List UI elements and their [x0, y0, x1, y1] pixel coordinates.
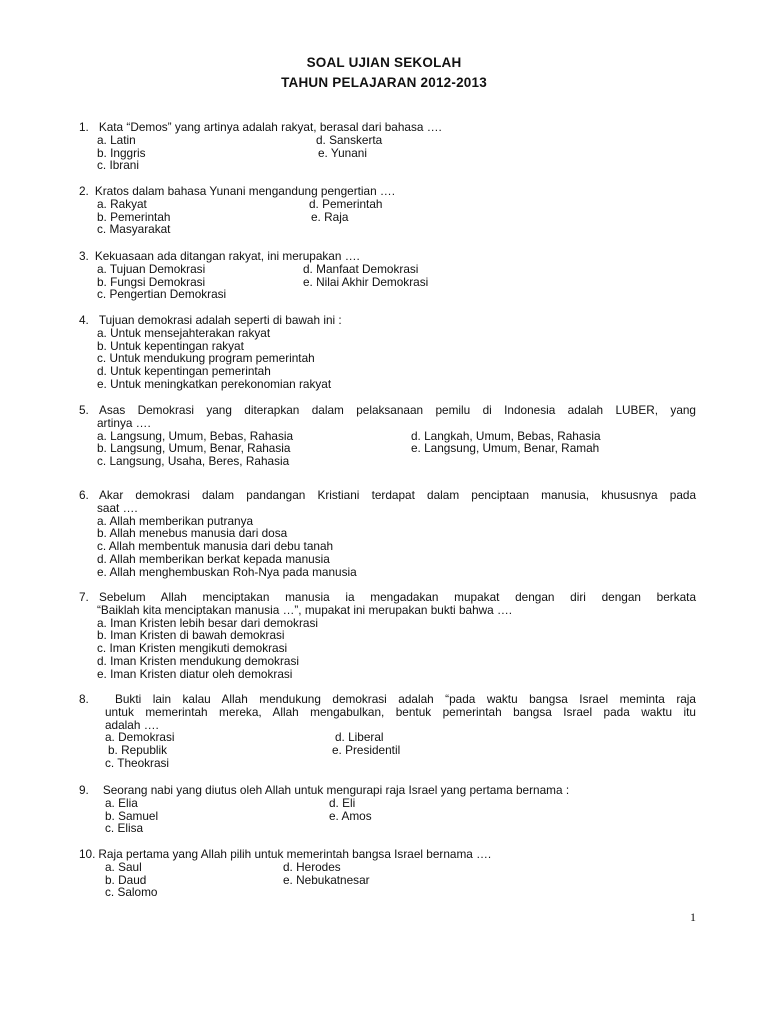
option-b: b. Daud: [105, 872, 147, 887]
option-c: c. Allah membentuk manusia dari debu tanah: [97, 539, 334, 554]
option-d: d. Eli: [329, 795, 356, 810]
option-d: d. Pemerintah: [309, 196, 383, 211]
option-d: d. Allah memberikan berkat kepada manusia: [97, 551, 330, 566]
question-number: 6.: [79, 488, 89, 502]
option-c: c. Iman Kristen mengikuti demokrasi: [97, 641, 288, 656]
option-d: d. Langkah, Umum, Bebas, Rahasia: [411, 428, 601, 443]
option-a: a. Latin: [97, 132, 136, 147]
question-10: [79, 848, 699, 899]
question-number: 1.: [79, 120, 89, 134]
question-text: Tujuan demokrasi adalah seperti di bawah ini :: [98, 313, 342, 327]
question-text: Seorang nabi yang diutus oleh Allah untuk mengurapi raja Israel yang pertama bernama :: [102, 783, 570, 797]
question-text: Akar demokrasi dalam pandangan Kristiani terdapat dalam penciptaan manusia, khususnya pada: [99, 488, 696, 502]
option-a: a. Allah memberikan putranya: [97, 513, 254, 528]
option-b: b. Iman Kristen di bawah demokrasi: [97, 628, 285, 643]
option-e: e. Nilai Akhir Demokrasi: [303, 274, 429, 289]
question-8: [79, 693, 696, 770]
option-d: d. Liberal: [335, 730, 384, 745]
question-text-continued: saat ….: [97, 500, 138, 515]
question-number: 3.: [79, 249, 89, 263]
option-c: c. Ibrani: [97, 158, 139, 173]
option-e: e. Allah menghembuskan Roh-Nya pada manusia: [97, 564, 357, 579]
question-text: Kata “Demos” yang artinya adalah rakyat, berasal dari bahasa ….: [98, 120, 442, 134]
option-b: b. Inggris: [97, 145, 146, 160]
option-a: a. Demokrasi: [105, 730, 175, 745]
option-d: d. Manfaat Demokrasi: [303, 261, 419, 276]
option-e: e. Yunani: [318, 145, 367, 160]
option-a: a. Iman Kristen lebih besar dari demokrasi: [97, 615, 318, 630]
question-number: 2.: [79, 184, 89, 198]
option-c: c. Elisa: [105, 821, 144, 836]
question-2: [79, 185, 699, 236]
question-text: Bukti lain kalau Allah mendukung demokrasi adalah “pada waktu bangsa Israel meminta raja: [115, 692, 696, 706]
question-text-continued: artinya ….: [97, 415, 151, 430]
option-c: c. Theokrasi: [105, 755, 170, 770]
question-9: [79, 784, 699, 835]
question-text: Raja pertama yang Allah pilih untuk memerintah bangsa Israel bernama ….: [98, 847, 492, 861]
question-number: 7.: [79, 590, 89, 604]
question-text-continued: untuk memerintah mereka, Allah mengabulkan, bentuk pemerintah bangsa Israel pada waktu itu: [105, 704, 696, 719]
question-5: [79, 404, 696, 468]
option-b: b. Langsung, Umum, Benar, Rahasia: [97, 441, 291, 456]
option-e: e. Iman Kristen diatur oleh demokrasi: [97, 666, 293, 681]
option-a: a. Untuk mensejahterakan rakyat: [97, 325, 271, 340]
question-number: 4.: [79, 313, 89, 327]
exam-subtitle: TAHUN PELAJARAN 2012-2013: [281, 75, 487, 90]
option-c: c. Untuk mendukung program pemerintah: [97, 351, 315, 366]
option-e: e. Langsung, Umum, Benar, Ramah: [411, 441, 600, 456]
question-text: Asas Demokrasi yang diterapkan dalam pelaksanaan pemilu di Indonesia adalah LUBER, yang: [99, 403, 696, 417]
question-number: 10.: [79, 847, 96, 861]
option-a: a. Rakyat: [97, 196, 147, 211]
option-e: e. Nebukatnesar: [283, 872, 370, 887]
option-d: d. Iman Kristen mendukung demokrasi: [97, 653, 299, 668]
option-c: c. Langsung, Usaha, Beres, Rahasia: [97, 454, 290, 469]
option-e: e. Raja: [311, 209, 349, 224]
question-number: 8.: [79, 692, 89, 706]
question-6: [79, 489, 696, 579]
option-d: d. Herodes: [283, 859, 341, 874]
question-7: [79, 591, 696, 681]
option-e: e. Presidentil: [332, 743, 401, 758]
option-a: a. Saul: [105, 859, 142, 874]
option-b: b. Allah menebus manusia dari dosa: [97, 526, 288, 541]
question-number: 9.: [79, 783, 89, 797]
option-b: b. Republik: [108, 743, 168, 758]
question-text: Kekuasaan ada ditangan rakyat, ini merupakan ….: [94, 249, 360, 263]
question-4: [79, 314, 699, 391]
option-d: d. Untuk kepentingan pemerintah: [97, 364, 271, 379]
option-b: b. Pemerintah: [97, 209, 171, 224]
option-d: d. Sanskerta: [316, 132, 383, 147]
question-3: [79, 250, 699, 301]
question-text: Kratos dalam bahasa Yunani mengandung pengertian ….: [94, 184, 396, 198]
question-1: [79, 121, 699, 172]
exam-title: SOAL UJIAN SEKOLAH: [306, 55, 462, 70]
option-c: c. Salomo: [105, 885, 158, 900]
option-a: a. Langsung, Umum, Bebas, Rahasia: [97, 428, 294, 443]
option-e: e. Amos: [329, 808, 372, 823]
question-text-continued: adalah ….: [105, 717, 159, 732]
option-b: b. Fungsi Demokrasi: [97, 274, 206, 289]
option-e: e. Untuk meningkatkan perekonomian rakyat: [97, 376, 332, 391]
option-c: c. Pengertian Demokrasi: [97, 287, 227, 302]
option-b: b. Untuk kepentingan rakyat: [97, 338, 244, 353]
question-text-continued: “Baiklah kita menciptakan manusia …”, mupakat ini merupakan bukti bahwa ….: [97, 602, 513, 617]
option-c: c. Masyarakat: [97, 222, 171, 237]
question-number: 5.: [79, 403, 89, 417]
option-b: b. Samuel: [105, 808, 159, 823]
option-a: a. Tujuan Demokrasi: [97, 261, 206, 276]
option-a: a. Elia: [105, 795, 138, 810]
page-number: 1: [690, 910, 696, 924]
question-text: Sebelum Allah menciptakan manusia ia mengadakan mupakat dengan diri dengan berkata: [99, 590, 696, 604]
